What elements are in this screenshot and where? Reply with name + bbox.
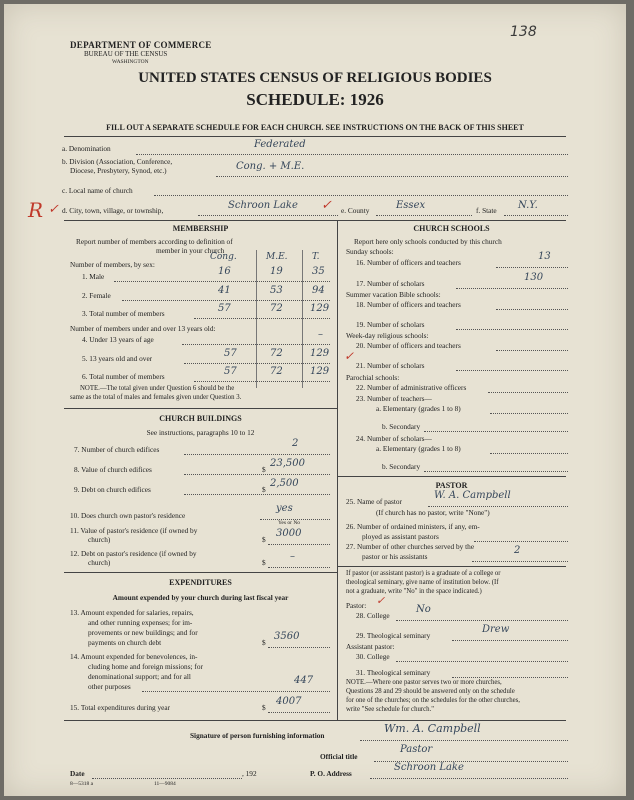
divider	[64, 572, 337, 573]
pastor-subhead: Pastor:	[346, 601, 367, 610]
po-address-label: P. O. Address	[310, 769, 352, 778]
over-13-total: 129	[310, 348, 330, 359]
membership-intro: Report number of members according to definition of	[76, 237, 233, 246]
q13-value: 3560	[274, 631, 300, 642]
col-header-cong: Cong.	[210, 252, 237, 262]
q16-line	[496, 267, 568, 268]
graduate-note-3: not a graduate, write "No" in the space indicated.)	[346, 588, 482, 595]
age-intro: Number of members under and over 13 years old:	[70, 324, 216, 333]
city-label: WASHINGTON	[112, 59, 149, 65]
q24-label: 24. Number of scholars—	[356, 434, 432, 443]
total-6-me: 72	[270, 366, 283, 377]
q25-value: W. A. Campbell	[434, 490, 511, 501]
po-address-value: Schroon Lake	[394, 762, 464, 773]
q12-dollar: $	[262, 558, 266, 567]
q16-label: 16. Number of officers and teachers	[356, 258, 461, 267]
schedule-title: SCHEDULE: 1926	[246, 90, 384, 109]
q11-line	[268, 544, 330, 545]
male-total: 35	[312, 266, 325, 277]
q30-line	[396, 661, 568, 662]
q7-line	[184, 454, 330, 455]
column-divider	[337, 220, 338, 720]
denomination-line	[136, 154, 568, 155]
total-members-label: 3. Total number of members	[82, 309, 165, 318]
q9-line	[184, 494, 330, 495]
q11-label: 11. Value of pastor's residence (if owned by	[70, 526, 198, 535]
q13-line	[268, 647, 330, 648]
schools-title: CHURCH SCHOOLS	[413, 224, 490, 233]
q23-label: 23. Number of teachers—	[356, 394, 432, 403]
check-mark: ✓	[48, 202, 59, 217]
q24a-label: a. Elementary (grades 1 to 8)	[376, 444, 461, 453]
review-mark: R	[28, 198, 44, 222]
check-mark-2: ✓	[321, 198, 332, 213]
male-cong: 16	[218, 266, 231, 277]
q14-line-1: 14. Amount expended for benevolences, in-	[70, 652, 198, 661]
row-line	[182, 344, 330, 345]
q25-note: (If church has no pastor, write "None")	[376, 508, 490, 517]
local-name-label: c. Local name of church	[62, 186, 133, 195]
q28-line	[396, 620, 568, 621]
q13-dollar: $	[262, 638, 266, 647]
q15-label: 15. Total expenditures during year	[70, 703, 171, 712]
division-label-2: Diocese, Presbytery, Synod, etc.)	[70, 166, 167, 175]
under-13-total: –	[318, 329, 323, 340]
official-title-label: Official title	[320, 752, 358, 761]
q8-line	[184, 474, 330, 475]
city-town-value: Schroon Lake	[228, 200, 298, 211]
pastor-note-3: for one of the churches; on the schedules for the other churches,	[346, 697, 521, 704]
row-line	[194, 318, 330, 319]
census-form-page	[4, 4, 626, 796]
q21-label: 21. Number of scholars	[356, 361, 425, 370]
buildings-title: CHURCH BUILDINGS	[159, 414, 242, 423]
local-name-line	[154, 195, 568, 196]
q19-label: 19. Number of scholars	[356, 320, 425, 329]
city-town-label: d. City, town, village, or township,	[62, 206, 164, 215]
q23b-line	[424, 431, 568, 432]
q12-label-2: church)	[88, 558, 111, 567]
pastor-check: ✓	[376, 594, 386, 607]
q29-label: 29. Theological seminary	[356, 631, 431, 640]
divider	[337, 566, 566, 567]
form-number: 8—5318 a	[70, 781, 94, 787]
q14-line	[142, 691, 330, 692]
q9-label: 9. Debt on church edifices	[74, 485, 151, 494]
schools-intro: Report here only schools conducted by this church	[354, 237, 502, 246]
over-13-cong: 57	[224, 348, 237, 359]
q17-label: 17. Number of scholars	[356, 279, 425, 288]
q26-line	[474, 541, 568, 542]
q19-line	[456, 329, 568, 330]
q14-line-3: denominational support; and for all	[88, 672, 191, 681]
graduate-note: If pastor (or assistant pastor) is a graduate of a college or	[346, 570, 501, 577]
col-header-me: M.E.	[266, 252, 288, 262]
bureau-label: BUREAU OF THE CENSUS	[84, 50, 168, 58]
pastor-note-2: Questions 28 and 29 should be answered only on the schedule	[346, 688, 515, 695]
pastor-note: NOTE.—Where one pastor serves two or more churches,	[346, 679, 502, 686]
membership-intro-2: member in your church	[156, 246, 225, 255]
row-line	[122, 300, 330, 301]
membership-note: NOTE.—The total given under Question 6 should be the	[80, 385, 235, 392]
q15-dollar: $	[262, 703, 266, 712]
q29-value: Drew	[482, 624, 510, 635]
q28-label: 28. College	[356, 611, 390, 620]
q22-label: 22. Number of administrative officers	[356, 383, 467, 392]
denomination-label: a. Denomination	[62, 144, 111, 153]
q24b-line	[424, 471, 568, 472]
q27-line	[472, 561, 568, 562]
q18-label: 18. Number of officers and teachers	[356, 300, 461, 309]
q25-line	[428, 506, 568, 507]
divider	[337, 476, 566, 477]
county-value: Essex	[396, 200, 426, 211]
q12-value: –	[290, 551, 295, 562]
q17-line	[456, 288, 568, 289]
yes-no-hint: Yes or No	[278, 520, 301, 526]
denomination-value: Federated	[254, 139, 306, 150]
q12-line	[268, 567, 330, 568]
q31-line	[452, 677, 568, 678]
q26-label-2: ployed as assistant pastors	[362, 532, 439, 541]
over-13-me: 72	[270, 348, 283, 359]
grid-line	[256, 250, 257, 388]
signature-label: Signature of person furnishing information	[190, 731, 325, 740]
q7-label: 7. Number of church edifices	[74, 445, 160, 454]
female-total: 94	[312, 285, 325, 296]
county-line	[376, 215, 472, 216]
q28-value: No	[416, 604, 431, 615]
q17-value: 130	[524, 272, 544, 283]
county-label: e. County	[341, 206, 370, 215]
sunday-label: Sunday schools:	[346, 247, 394, 256]
expenditures-subtitle: Amount expended by your church during last fiscal year	[112, 593, 289, 602]
graduate-note-2: theological seminary, give name of institution below. (If	[346, 579, 499, 586]
po-address-line	[370, 778, 568, 779]
divider	[64, 408, 337, 409]
division-label: b. Division (Association, Conference,	[62, 157, 173, 166]
female-me: 53	[270, 285, 283, 296]
division-line	[216, 176, 568, 177]
q15-line	[268, 712, 330, 713]
q23a-label: a. Elementary (grades 1 to 8)	[376, 404, 461, 413]
signature-line	[360, 740, 568, 741]
q8-value: 23,500	[270, 458, 305, 469]
male-me: 19	[270, 266, 283, 277]
female-label: 2. Female	[82, 291, 111, 300]
q24b-label: b. Secondary	[382, 462, 421, 471]
q11-label-2: church)	[88, 535, 111, 544]
divider	[64, 136, 566, 137]
divider	[64, 720, 566, 721]
form-instruction: FILL OUT A SEPARATE SCHEDULE FOR EACH CHURCH. SEE INSTRUCTIONS ON THE BACK OF THIS SHEET	[106, 123, 524, 132]
female-cong: 41	[218, 285, 231, 296]
parochial-label: Parochial schools:	[346, 373, 400, 382]
q14-line-2: cluding home and foreign missions; for	[88, 662, 203, 671]
q9-value: 2,500	[270, 478, 299, 489]
q30-label: 30. College	[356, 652, 390, 661]
male-label: 1. Male	[82, 272, 105, 281]
row-line	[184, 363, 330, 364]
q14-value: 447	[294, 675, 314, 686]
q13-line-2: and other running expenses; for im-	[88, 618, 193, 627]
membership-note-2: same as the total of males and females given under Question 3.	[70, 394, 242, 401]
under-13-label: 4. Under 13 years of age	[82, 335, 154, 344]
state-line	[504, 215, 568, 216]
department-label: DEPARTMENT OF COMMERCE	[70, 40, 212, 50]
state-value: N.Y.	[518, 200, 538, 211]
q23b-label: b. Secondary	[382, 422, 421, 431]
date-year: , 192	[242, 769, 257, 778]
q15-value: 4007	[276, 696, 302, 707]
date-label: Date	[70, 769, 85, 778]
divider	[64, 220, 566, 221]
q20-label: 20. Number of officers and teachers	[356, 341, 461, 350]
q10-label: 10. Does church own pastor's residence	[70, 511, 186, 520]
over-13-label: 5. 13 years old and over	[82, 354, 153, 363]
q18-line	[496, 309, 568, 310]
row-line	[114, 281, 330, 282]
total-cong: 57	[218, 303, 231, 314]
summer-label: Summer vacation Bible schools:	[346, 290, 441, 299]
q10-value: yes	[276, 503, 293, 514]
q14-line-4: other purposes	[88, 682, 131, 691]
q13-line-3: provements or new buildings; and for	[88, 628, 198, 637]
col-header-total: T.	[312, 252, 320, 262]
q8-dollar: $	[262, 465, 266, 474]
q16-value: 13	[538, 251, 551, 262]
total-6-total: 129	[310, 366, 330, 377]
state-label: f. State	[476, 206, 497, 215]
q9-dollar: $	[262, 485, 266, 494]
grid-line	[302, 250, 303, 388]
total-6-cong: 57	[224, 366, 237, 377]
print-number: 11—9084	[154, 781, 176, 787]
date-line	[92, 778, 242, 779]
q11-value: 3000	[276, 528, 302, 539]
membership-title: MEMBERSHIP	[172, 224, 229, 233]
row-line	[194, 381, 330, 382]
q11-dollar: $	[262, 535, 266, 544]
page-number: 138	[510, 24, 537, 40]
q25-label: 25. Name of pastor	[346, 497, 402, 506]
by-sex-label: Number of members, by sex:	[70, 260, 155, 269]
total-me: 72	[270, 303, 283, 314]
q31-label: 31. Theological seminary	[356, 668, 431, 677]
expenditures-title: EXPENDITURES	[169, 578, 232, 587]
q7-value: 2	[292, 438, 299, 449]
q27-label: 27. Number of other churches served by the	[346, 542, 475, 551]
official-title-value: Pastor	[400, 744, 433, 755]
division-value: Cong. + M.E.	[236, 161, 305, 172]
weekday-label: Week-day religious schools:	[346, 331, 429, 340]
form-title: UNITED STATES CENSUS OF RELIGIOUS BODIES	[138, 70, 492, 86]
q20-line	[496, 350, 568, 351]
q13-line-4: payments on church debt	[88, 638, 162, 647]
assistant-subhead: Assistant pastor:	[346, 642, 395, 651]
q23a-line	[490, 413, 568, 414]
q29-line	[452, 640, 568, 641]
pastor-note-4: write "See schedule for church."	[346, 706, 435, 713]
q13-line-1: 13. Amount expended for salaries, repairs,	[70, 608, 194, 617]
city-town-line	[198, 215, 338, 216]
q22-line	[488, 392, 568, 393]
total-6-label: 6. Total number of members	[82, 372, 165, 381]
total-total: 129	[310, 303, 330, 314]
check-mark-3: ✓	[344, 349, 355, 363]
q26-label: 26. Number of ordained ministers, if any, em-	[346, 522, 480, 531]
q8-label: 8. Value of church edifices	[74, 465, 152, 474]
signature-value: Wm. A. Campbell	[384, 722, 481, 735]
q24a-line	[490, 453, 568, 454]
q12-label: 12. Debt on pastor's residence (if owned by	[70, 549, 197, 558]
q21-line	[456, 370, 568, 371]
buildings-subtitle: See instructions, paragraphs 10 to 12	[146, 428, 255, 437]
q27-value: 2	[514, 545, 521, 556]
q27-label-2: pastor or his assistants	[362, 552, 428, 561]
pastor-title: PASTOR	[435, 481, 468, 490]
